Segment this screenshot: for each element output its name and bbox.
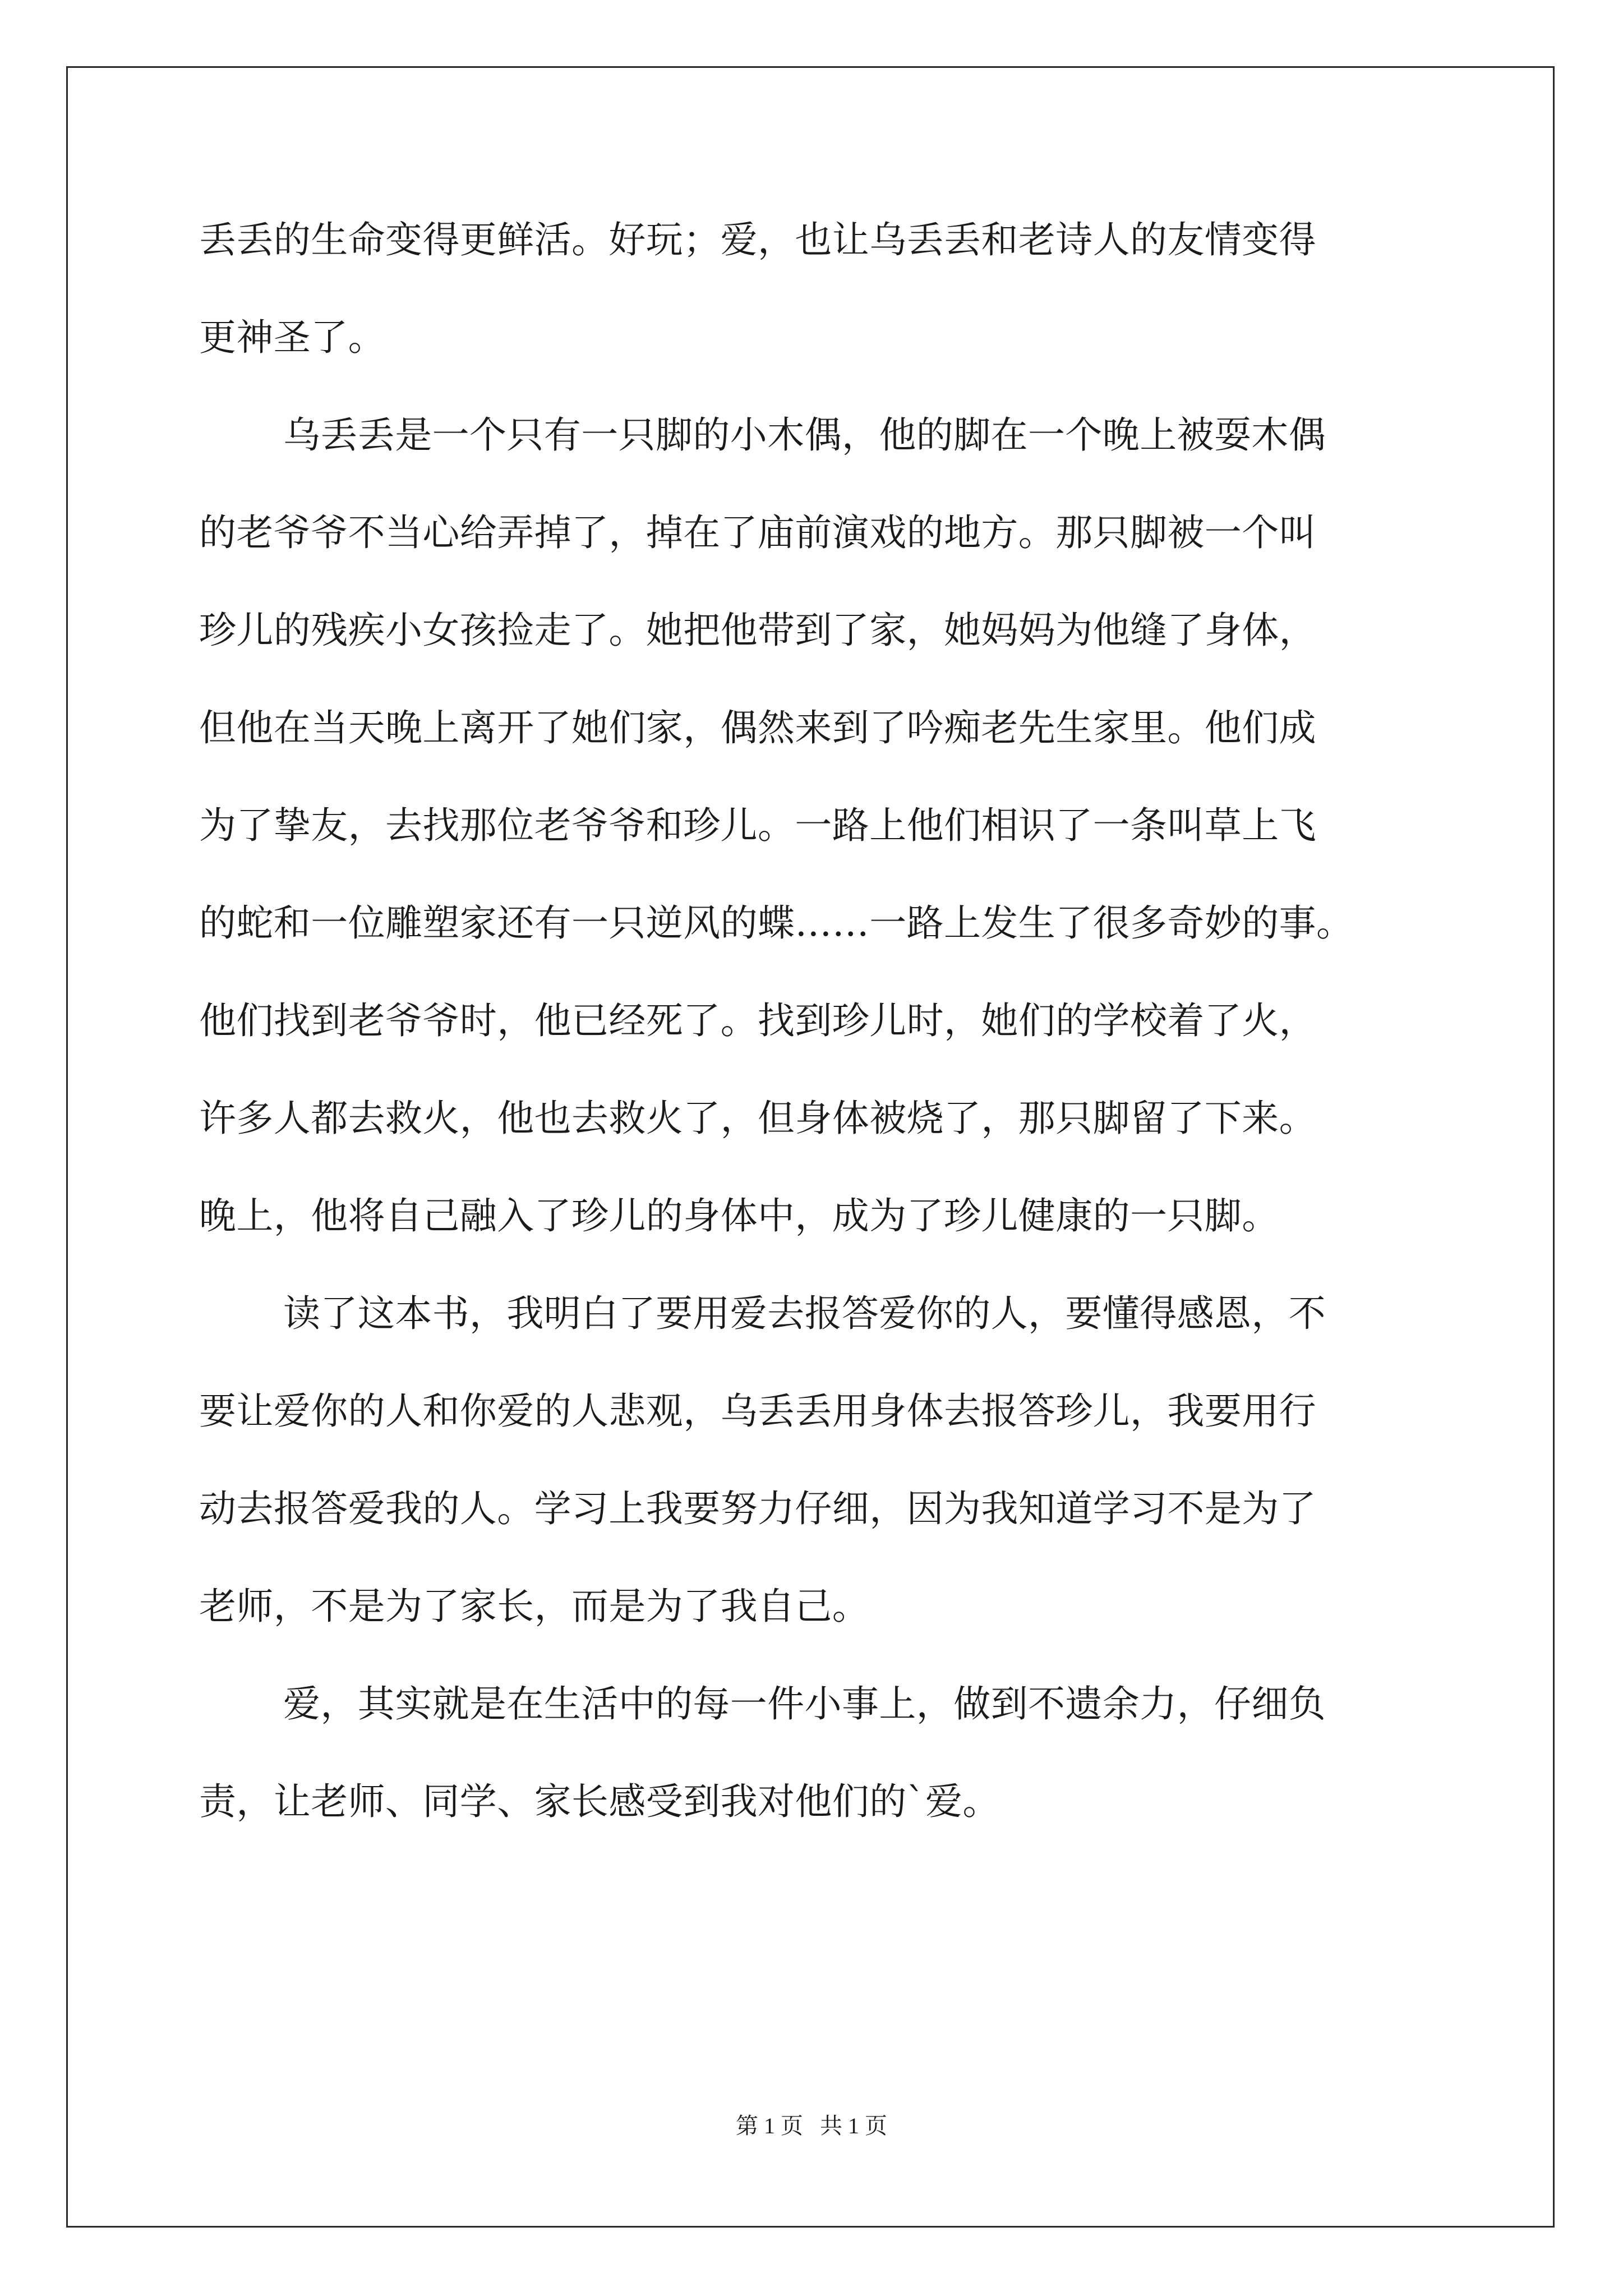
text-line: 更神圣了。	[199, 316, 385, 359]
text-line: 珍儿的残疾小女孩捡走了。她把他带到了家，她妈妈为他缝了身体，	[199, 609, 1316, 652]
text-line: 晚上，他将自己融入了珍儿的身体中，成为了珍儿健康的一只脚。	[199, 1194, 1279, 1237]
text-line: 但他在当天晚上离开了她们家，偶然来到了吟痴老先生家里。他们成	[199, 706, 1316, 749]
page-number: 第 1 页	[736, 2113, 803, 2138]
text-line: 要让爱你的人和你爱的人悲观，乌丢丢用身体去报答珍儿，我要用行	[199, 1389, 1316, 1433]
text-line: 老师，不是为了家长，而是为了我自己。	[199, 1585, 870, 1628]
page-footer	[0, 2108, 1623, 2140]
text-line: 丢丢的生命变得更鲜活。好玩；爱，也让乌丢丢和老诗人的友情变得	[199, 218, 1316, 261]
page-total: 共 1 页	[820, 2113, 887, 2138]
document-body	[199, 212, 1433, 1871]
paragraph-start-line: 乌丢丢是一个只有一只脚的小木偶，他的脚在一个晚上被耍木偶	[283, 413, 1326, 457]
text-line: 动去报答爱我的人。学习上我要努力仔细，因为我知道学习不是为了	[199, 1487, 1316, 1530]
text-line: 的老爷爷不当心给弄掉了，掉在了庙前演戏的地方。那只脚被一个叫	[199, 511, 1316, 554]
text-line: 责，让老师、同学、家长感受到我对他们的`爱。	[199, 1780, 1000, 1823]
text-line: 的蛇和一位雕塑家还有一只逆风的蝶……一路上发生了很多奇妙的事。	[199, 901, 1354, 945]
paragraph-start-line: 读了这本书，我明白了要用爱去报答爱你的人，要懂得感恩，不	[283, 1292, 1326, 1335]
text-line: 许多人都去救火，他也去救火了，但身体被烧了，那只脚留了下来。	[199, 1097, 1316, 1140]
paragraph-start-line: 爱，其实就是在生活中的每一件小事上，做到不遗余力，仔细负	[283, 1682, 1326, 1726]
text-line: 他们找到老爷爷时，他已经死了。找到珍儿时，她们的学校着了火，	[199, 999, 1316, 1042]
text-line: 为了挚友，去找那位老爷爷和珍儿。一路上他们相识了一条叫草上飞	[199, 804, 1316, 847]
